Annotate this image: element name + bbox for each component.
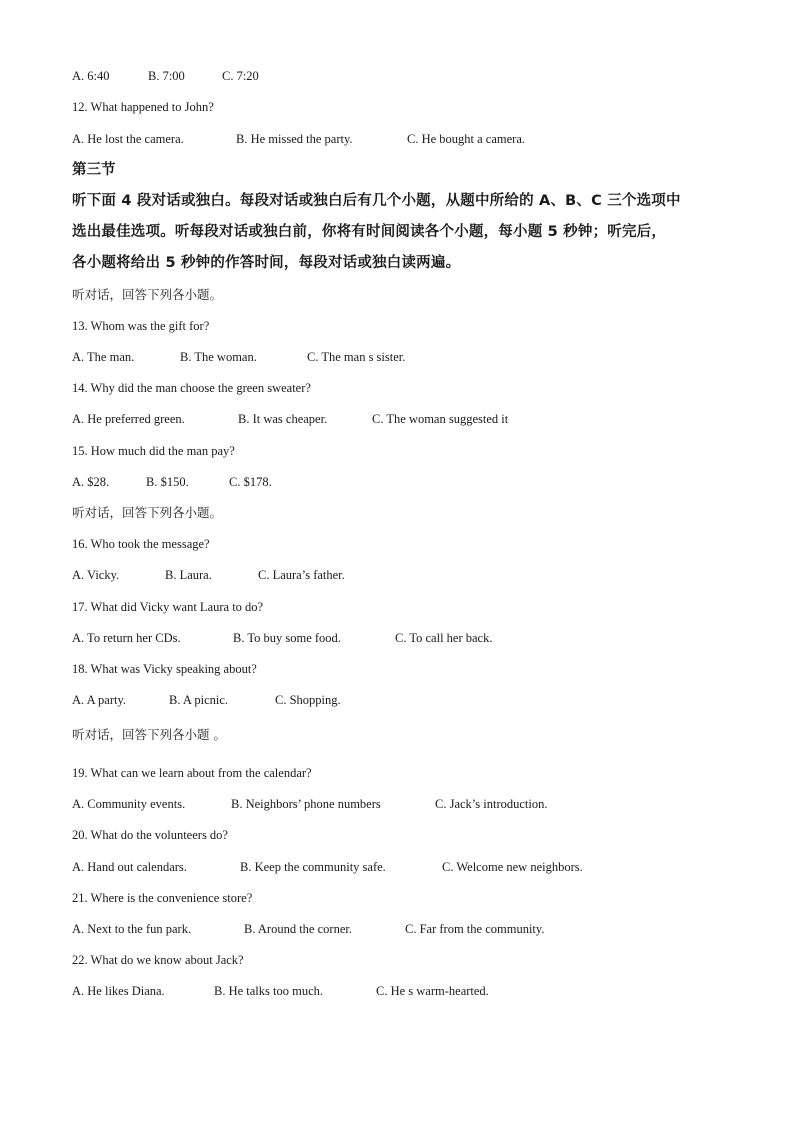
question-19: 19. What can we learn about from the calendar? xyxy=(72,766,312,780)
option-a: A. He likes Diana. xyxy=(72,984,165,998)
option-c: C. To call her back. xyxy=(395,631,493,645)
question-15: 15. How much did the man pay? xyxy=(72,444,235,458)
option-b: B. Keep the community safe. xyxy=(240,860,386,874)
option-a: A. Vicky. xyxy=(72,568,120,582)
group-2-prompt: 听对话，回答下列各小题。 xyxy=(72,505,223,520)
option-c: C. He bought a camera. xyxy=(407,132,526,146)
option-c: C. He s warm-hearted. xyxy=(376,984,489,998)
option-b: B. The woman. xyxy=(180,350,257,364)
option-c: C. Welcome new neighbors. xyxy=(442,860,583,874)
option-b: B. 7:00 xyxy=(148,69,185,83)
question-13: 13. Whom was the gift for? xyxy=(72,319,210,333)
option-b: B. $150. xyxy=(146,475,189,489)
option-a: A. 6:40 xyxy=(72,69,110,83)
option-a: A. Hand out calendars. xyxy=(72,860,187,874)
option-a: A. He preferred green. xyxy=(72,412,185,426)
question-21: 21. Where is the convenience store? xyxy=(72,891,253,905)
option-c: C. 7:20 xyxy=(222,69,259,83)
option-a: A. The man. xyxy=(72,350,135,364)
group-1-prompt: 听对话，回答下列各小题。 xyxy=(72,287,223,302)
option-c: C. Far from the community. xyxy=(405,922,545,936)
question-22: 22. What do we know about Jack? xyxy=(72,953,244,967)
section-instructions-line-2: 选出最佳选项。听每段对话或独白前，你将有时间阅读各个小题，每小题 5 秒钟；听完后， xyxy=(72,224,667,240)
option-a: A. A party. xyxy=(72,693,127,707)
section-instructions-line-1: 听下面 4 段对话或独白。每段对话或独白后有几个小题，从题中所给的 A、B、C 三个选项中 xyxy=(72,193,681,209)
option-b: B. Laura. xyxy=(165,568,212,582)
question-12: 12. What happened to John? xyxy=(72,100,214,114)
group-3-prompt: 听对话，回答下列各小题 。 xyxy=(72,727,226,742)
question-17: 17. What did Vicky want Laura to do? xyxy=(72,600,264,614)
section-instructions-line-3: 各小题将给出 5 秒钟的作答时间，每段对话或独白读两遍。 xyxy=(72,255,461,271)
option-b: B. A picnic. xyxy=(169,693,229,707)
option-b: B. He missed the party. xyxy=(236,132,353,146)
question-20: 20. What do the volunteers do? xyxy=(72,828,228,842)
option-b: B. Around the corner. xyxy=(244,922,352,936)
option-b: B. He talks too much. xyxy=(214,984,324,998)
option-c: C. Shopping. xyxy=(275,693,341,707)
option-c: C. Jack’s introduction. xyxy=(435,797,548,811)
question-16: 16. Who took the message? xyxy=(72,537,210,551)
option-a: A. Community events. xyxy=(72,797,186,811)
option-b: B. It was cheaper. xyxy=(238,412,328,426)
option-b: B. Neighbors’ phone numbers xyxy=(231,797,381,811)
option-a: A. Next to the fun park. xyxy=(72,922,192,936)
question-14: 14. Why did the man choose the green sweater? xyxy=(72,381,311,395)
question-18: 18. What was Vicky speaking about? xyxy=(72,662,257,676)
option-a: A. $28. xyxy=(72,475,110,489)
option-c: C. The woman suggested it xyxy=(372,412,509,426)
option-b: B. To buy some food. xyxy=(233,631,341,645)
section-title: 第三节 xyxy=(72,162,116,178)
option-a: A. He lost the camera. xyxy=(72,132,184,146)
option-c: C. $178. xyxy=(229,475,272,489)
option-c: C. Laura’s father. xyxy=(258,568,345,582)
option-a: A. To return her CDs. xyxy=(72,631,181,645)
option-c: C. The man s sister. xyxy=(307,350,406,364)
